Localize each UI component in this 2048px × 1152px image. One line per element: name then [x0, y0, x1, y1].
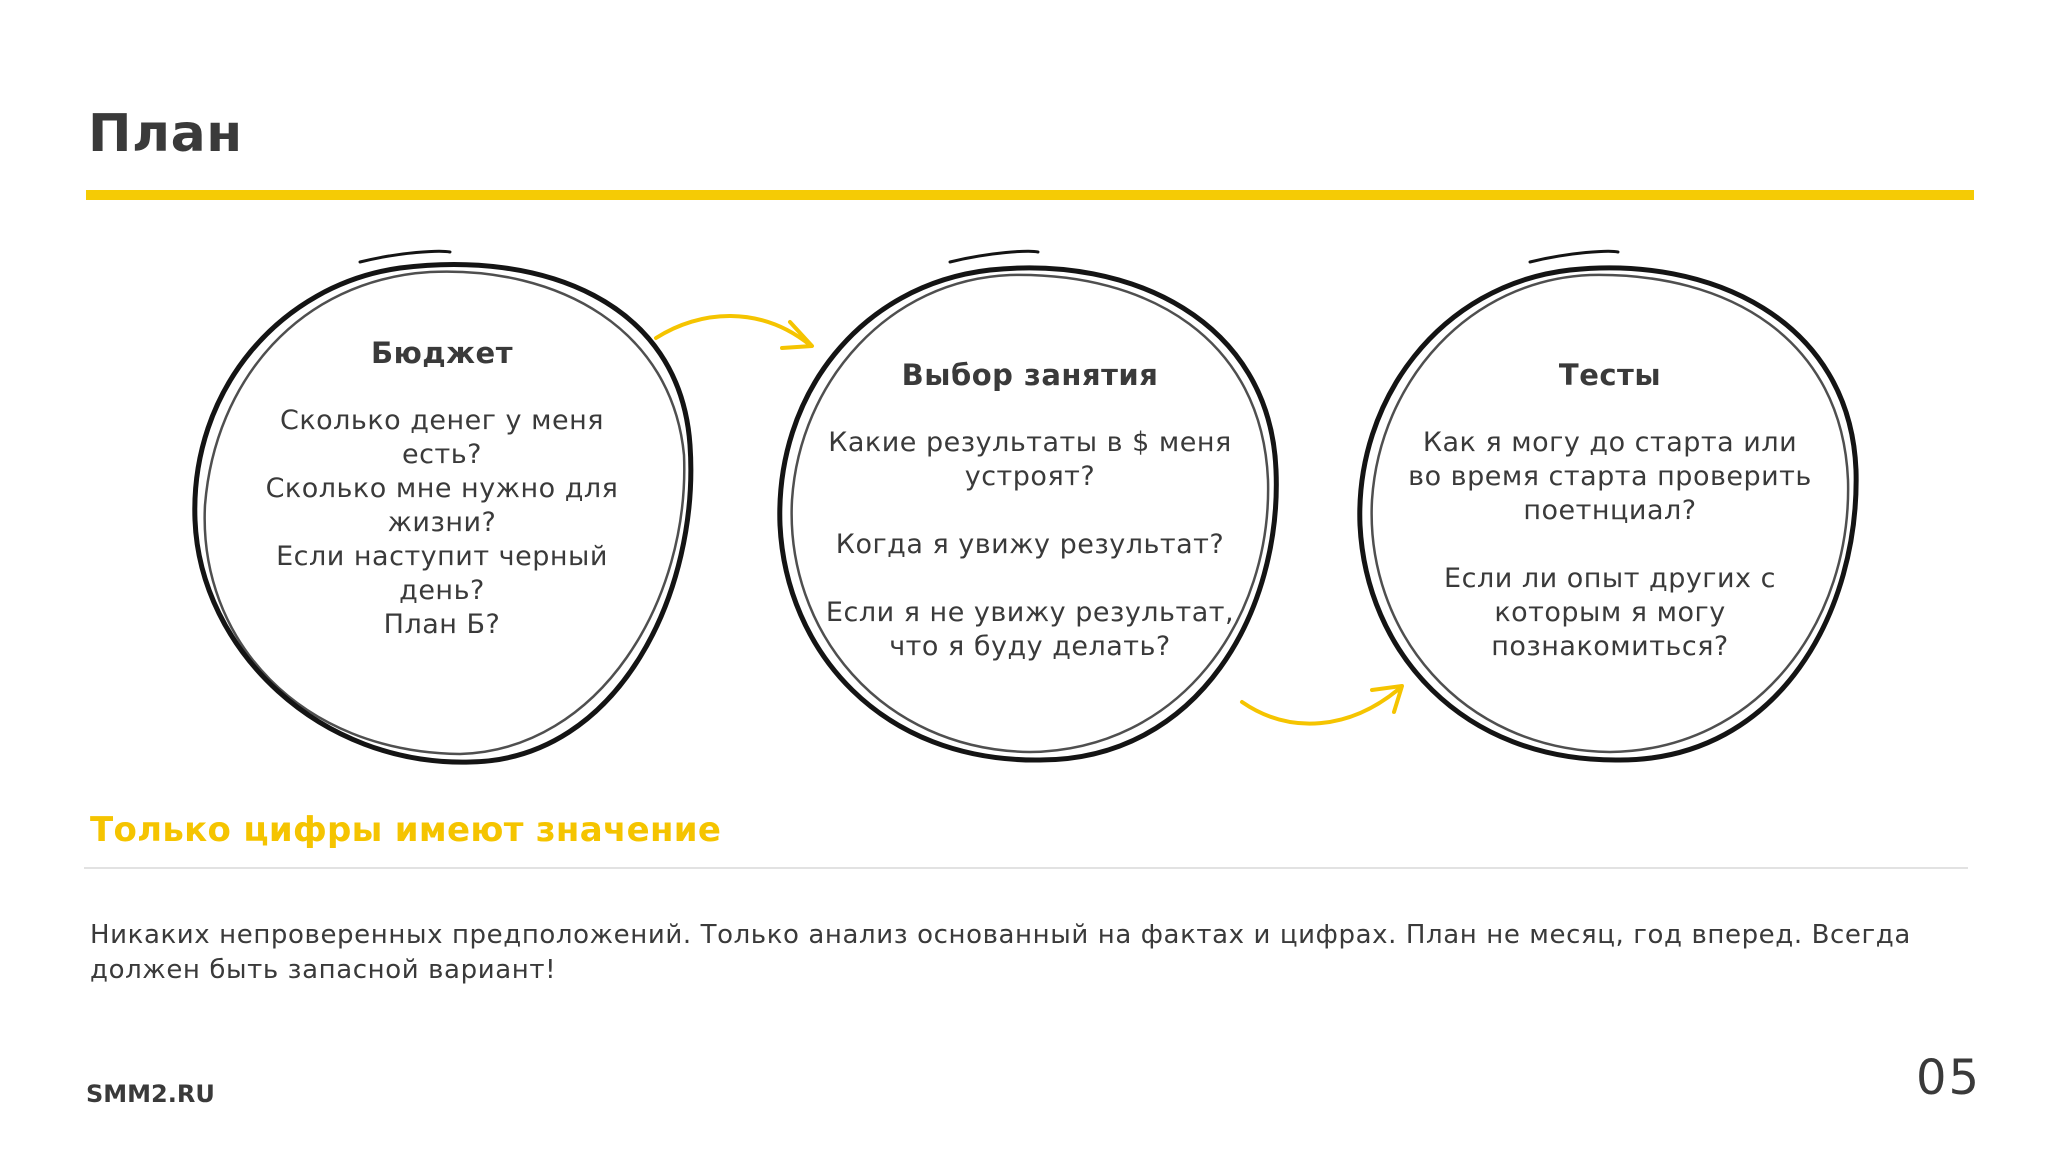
page-number: 05 [1916, 1050, 1982, 1106]
circle-line: Как я могу до старта или [1422, 427, 1798, 458]
circle-line: есть? [402, 439, 482, 470]
circle-line-gap [810, 494, 1250, 528]
circle-line: Если ли опыт других с [1444, 563, 1776, 594]
circle-line: Когда я увижу результат? [835, 529, 1225, 560]
circle-line: поетнциал? [1523, 495, 1697, 526]
circle-line: что я буду делать? [889, 631, 1171, 662]
circle-line: которым я могу [1494, 597, 1726, 628]
circle-heading: Бюджет [370, 336, 514, 370]
circle-line-gap [1390, 528, 1830, 562]
circle-line: день? [399, 575, 485, 606]
circle-heading: Тесты [1558, 358, 1662, 392]
circle-line: Если наступит черный [276, 541, 608, 572]
circle-line: Если я не увижу результат, [825, 597, 1235, 628]
circle-line: жизни? [387, 507, 497, 538]
circle-line: Какие результаты в $ меня [828, 427, 1232, 458]
circle-line: устроят? [964, 461, 1096, 492]
circle-line: во время старта проверить [1408, 461, 1812, 492]
curved-arrow-icon [656, 316, 812, 348]
circle-budget [232, 336, 652, 642]
circle-activity-choice [810, 358, 1250, 664]
circle-tests [1390, 358, 1830, 664]
section-divider [84, 867, 1968, 869]
body-paragraph: Никаких непроверенных предположений. Только анализ основанный на фактах и цифрах. План не месяц, год вперед. Всегда должен быть запасной вариант! [90, 920, 1911, 985]
footer-brand: SMM2.RU [86, 1080, 215, 1108]
circle-heading: Выбор занятия [901, 358, 1159, 392]
section-subheading: Только цифры имеют значение [90, 810, 722, 850]
circle-line: Сколько мне нужно для [265, 473, 619, 504]
slide-title: План [88, 104, 243, 164]
circle-line: Сколько денег у меня [279, 405, 604, 436]
circle-line: План Б? [383, 609, 501, 640]
curved-arrow-icon [1242, 686, 1402, 724]
circle-line: познакомиться? [1491, 631, 1729, 662]
circle-line-gap [810, 562, 1250, 596]
